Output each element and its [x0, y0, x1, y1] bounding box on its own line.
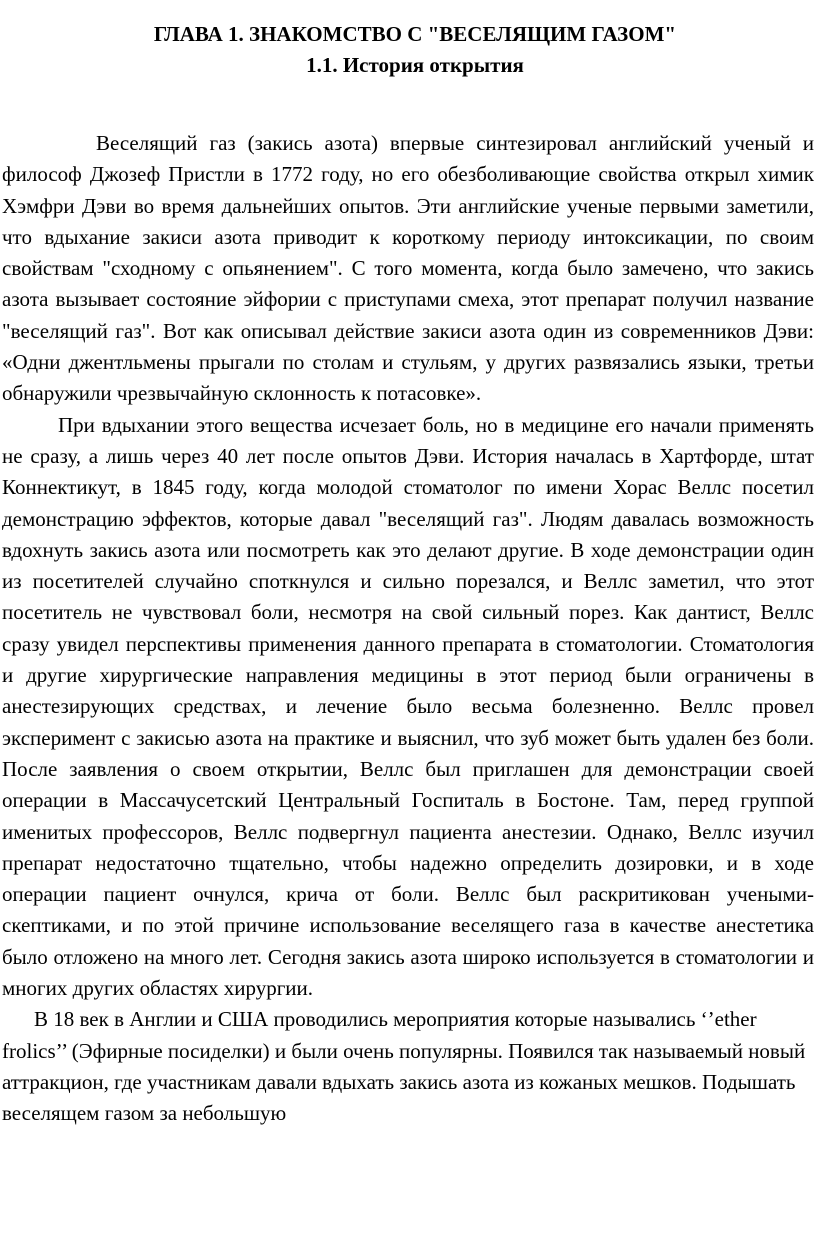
- chapter-title: ГЛАВА 1. ЗНАКОМСТВО С "ВЕСЕЛЯЩИМ ГАЗОМ": [153, 22, 677, 46]
- paragraph-history-intro: Веселящий газ (закись азота) впервые синтезировал английский ученый и философ Джозеф Пристли в 1772 году, но его обезболивающие свойства открыл химик Хэмфри Дэви во время дальнейших опытов. Эти английские ученые первыми заметили, что вдыхание закиси азота приводит к короткому периоду интоксикации, по своим свойствам "сходному с опьянением". С того момента, когда было замечено, что закись азота вызывает состояние эйфории с приступами смеха, этот препарат получил название "веселящий газ". Вот как описывал действие закиси азота один из современников Дэви: «Одни джентльмены прыгали по столам и стульям, у других развязались языки, третьи обнаружили чрезвычайную склонность к потасовке».: [2, 131, 814, 406]
- paragraph-ether-frolics: В 18 век в Англии и США проводились мероприятия которые назывались ‘’ether frolics’’ (Эфирные посиделки) и были очень популярны. Появился так называемый новый аттракцион, где участникам давали вдыхать закись азота из кожаных мешков. Подышать веселящем газом за небольшую: [2, 1007, 806, 1126]
- paragraph-wells-story: При вдыхании этого вещества исчезает боль, но в медицине его начали применять не сразу, а лишь через 40 лет после опытов Дэви. История началась в Хартфорде, штат Коннектикут, в 1845 году, когда молодой стоматолог по имени Хорас Веллс посетил демонстрацию эффектов, которые давал "веселящий газ". Людям давалась возможность вдохнуть закись азота или посмотреть как это делают другие. В ходе демонстрации один из посетителей случайно споткнулся и сильно порезался, и Веллс заметил, что этот посетитель не чувствовал боли, несмотря на свой сильный порез. Как дантист, Веллс сразу увидел перспективы применения данного препарата в стоматологии. Стоматология и другие хирургические направления медицины в этот период были ограничены в анестезирующих средствах, и лечение было весьма болезненно. Веллс провел эксперимент с закисью азота на практике и выяснил, что зуб может быть удален без боли. После заявления о своем открытии, Веллс был приглашен для демонстрации своей операции в Массачусетский Центральный Госпиталь в Бостоне. Там, перед группой именитых профессоров, Веллс подвергнул пациента анестезии. Однако, Веллс изучил препарат недостаточно тщательно, чтобы надежно определить дозировки, и в ходе операции пациент очнулся, крича от боли. Веллс был раскритикован учеными-скептиками, и по этой причине использование веселящего газа в качестве анестетика было отложено на много лет. Сегодня закись азота широко используется в стоматологии и многих других областях хирургии.: [2, 412, 814, 1001]
- section-title: 1.1. История открытия: [306, 53, 524, 77]
